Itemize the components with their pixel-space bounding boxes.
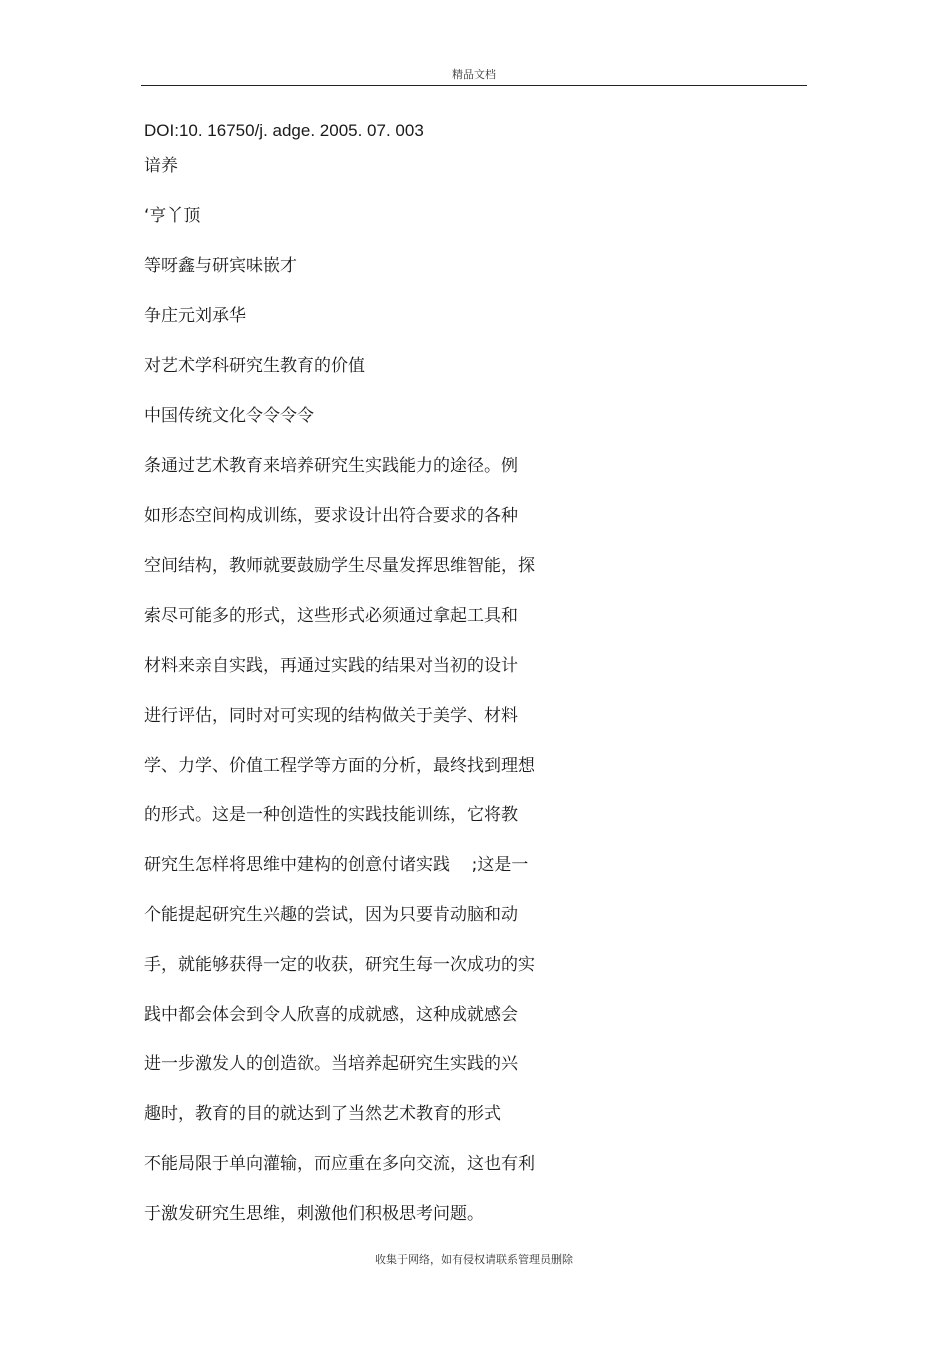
body-line: 趣时，教育的目的就达到了当然艺术教育的形式 <box>144 1104 501 1124</box>
body-line: 的形式。这是一种创造性的实践技能训练，它将教 <box>144 805 518 825</box>
body-line: 学、力学、价值工程学等方面的分析，最终找到理想 <box>144 756 535 776</box>
body-line: 研究生怎样将思维中建构的创意付诸实践 ;这是一 <box>144 855 529 875</box>
body-line: 进行评估，同时对可实现的结构做关于美学、材料 <box>144 706 518 726</box>
body-line: 如形态空间构成训练，要求设计出符合要求的各种 <box>144 506 518 526</box>
body-line: 空间结构，教师就要鼓励学生尽量发挥思维智能，探 <box>144 556 535 576</box>
body-line: 材料来亲自实践，再通过实践的结果对当初的设计 <box>144 656 518 676</box>
page-header: 精品文档 <box>452 68 496 81</box>
article-title: 对艺术学科研究生教育的价值 <box>144 356 365 376</box>
front-matter-line-3: 等呀鑫与研宾味嵌才 <box>144 256 297 276</box>
header-divider <box>141 85 807 86</box>
section-heading: 中国传统文化令令令令 <box>144 406 314 426</box>
body-line: 践中都会体会到令人欣喜的成就感，这种成就感会 <box>144 1005 518 1025</box>
body-line: 于激发研究生思维，刺激他们积极思考问题。 <box>144 1204 484 1224</box>
front-matter-line-1: 谙养 <box>144 156 178 176</box>
body-line: 条通过艺术教育来培养研究生实践能力的途径。例 <box>144 456 518 476</box>
body-line: 个能提起研究生兴趣的尝试，因为只要肯动脑和动 <box>144 905 518 925</box>
author-line: 争庄元刘承华 <box>144 306 246 326</box>
body-line: 手，就能够获得一定的收获，研究生每一次成功的实 <box>144 955 535 975</box>
body-line: 不能局限于单向灌输，而应重在多向交流，这也有利 <box>144 1154 535 1174</box>
body-line: 进一步激发人的创造欲。当培养起研究生实践的兴 <box>144 1054 518 1074</box>
body-line: 索尽可能多的形式，这些形式必须通过拿起工具和 <box>144 606 518 626</box>
page-footer: 收集于网络，如有侵权请联系管理员删除 <box>375 1253 573 1266</box>
front-matter-line-2: ‘亨丫顶 <box>144 206 201 226</box>
doi-line: DOI:10. 16750/j. adge. 2005. 07. 003 <box>144 121 424 140</box>
